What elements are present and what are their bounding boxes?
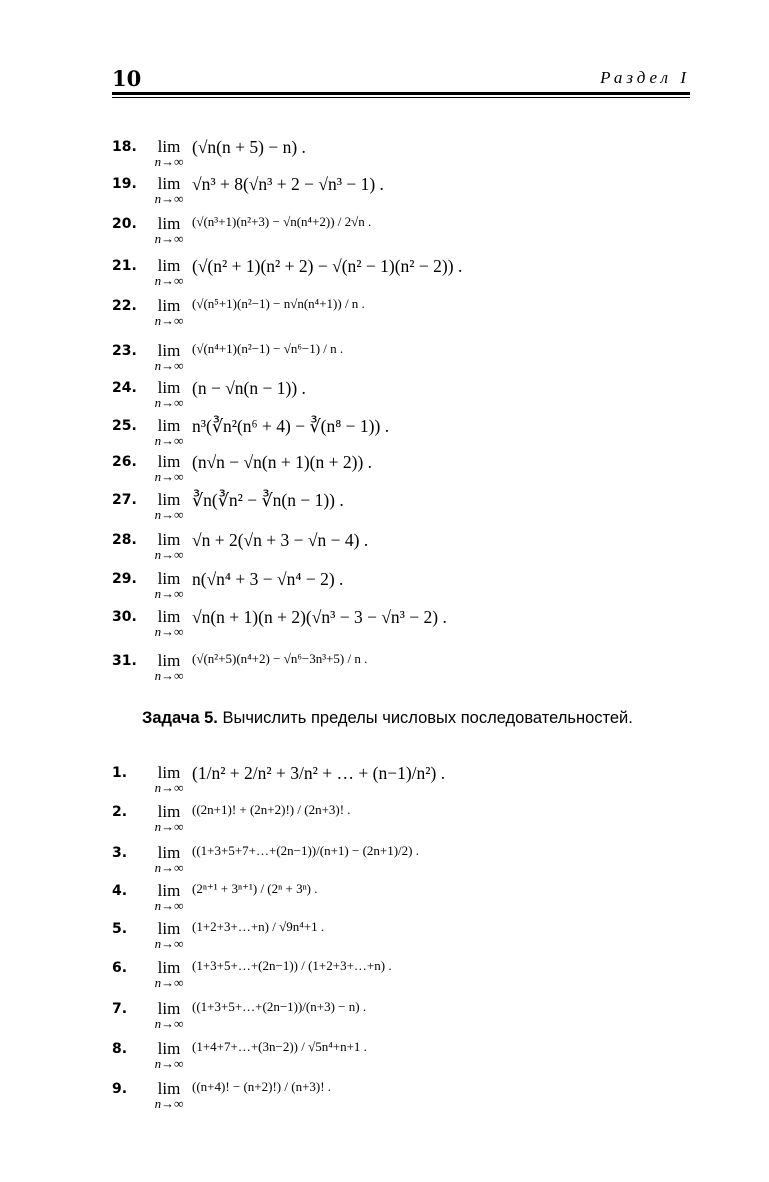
problem-expression: (√(n² + 1)(n² + 2) − √(n² − 1)(n² − 2)) .: [192, 256, 463, 276]
problem-expression: ((1+3+5+…+(2n−1))/(n+3) − n) .: [192, 999, 367, 1014]
problem-number: 7.: [112, 1001, 128, 1017]
task5-problem-5: [112, 919, 324, 951]
limit-operator: [146, 607, 192, 639]
task-5-statement: [112, 706, 690, 730]
limit-operator: [146, 296, 192, 328]
limit-word: lim: [157, 490, 181, 509]
problem-expression: ((n+4)! − (n+2)!) / (n+3)! .: [192, 1079, 332, 1094]
limit-subscript: n→∞: [154, 547, 184, 562]
header-rule-thick: [112, 92, 690, 95]
limit-operator: [146, 530, 192, 562]
limit-word: lim: [157, 1079, 181, 1098]
problem-number: 21.: [112, 258, 137, 274]
limit-word: lim: [157, 919, 181, 938]
problem-expression: n(√n⁴ + 3 − √n⁴ − 2) .: [192, 569, 344, 589]
problem-23: [112, 341, 343, 373]
problem-24: [112, 378, 306, 410]
problem-number: 27.: [112, 492, 137, 508]
problem-expression: n³(∛n²(n⁶ + 4) − ∛(n⁸ − 1)) .: [192, 416, 390, 436]
problem-number: 19.: [112, 176, 137, 192]
problem-number: 25.: [112, 418, 137, 434]
problem-number: 4.: [112, 883, 128, 899]
problem-expression: (√(n³+1)(n²+3) − √n(n⁴+2)) / 2√n .: [192, 214, 372, 229]
limit-word: lim: [157, 174, 181, 193]
problem-expression: (1+4+7+…+(3n−2)) / √5n⁴+n+1 .: [192, 1039, 367, 1054]
problem-27: [112, 490, 344, 522]
problem-number: 1.: [112, 765, 128, 781]
problem-expression: (1/n² + 2/n² + 3/n² + … + (n−1)/n²) .: [192, 763, 446, 783]
problem-number: 8.: [112, 1041, 128, 1057]
problem-19: [112, 174, 384, 206]
page-header: [112, 66, 690, 92]
limit-operator: [146, 214, 192, 246]
problem-number: 28.: [112, 532, 137, 548]
limit-subscript: n→∞: [154, 975, 184, 990]
limit-subscript: n→∞: [154, 936, 184, 951]
problem-28: [112, 530, 368, 562]
limit-operator: [146, 569, 192, 601]
problem-29: [112, 569, 343, 601]
limit-subscript: n→∞: [154, 1056, 184, 1071]
problem-number: 3.: [112, 845, 128, 861]
limit-subscript: n→∞: [154, 507, 184, 522]
limit-subscript: n→∞: [154, 358, 184, 373]
limit-word: lim: [157, 843, 181, 862]
limit-operator: [146, 490, 192, 522]
limit-word: lim: [157, 999, 181, 1018]
task5-problem-4: [112, 881, 318, 913]
limit-subscript: n→∞: [154, 231, 184, 246]
problem-expression: ((1+3+5+7+…+(2n−1))/(n+1) − (2n+1)/2) .: [192, 843, 419, 858]
limit-word: lim: [157, 137, 181, 156]
problem-number: 22.: [112, 298, 137, 314]
section-title: Раздел I: [600, 68, 690, 87]
limit-word: lim: [157, 607, 181, 626]
problem-number: 23.: [112, 343, 137, 359]
problem-number: 30.: [112, 609, 137, 625]
problem-expression: √n(n + 1)(n + 2)(√n³ − 3 − √n³ − 2) .: [192, 607, 447, 627]
limit-subscript: n→∞: [154, 154, 184, 169]
limit-subscript: n→∞: [154, 433, 184, 448]
limit-operator: [146, 999, 192, 1031]
limit-operator: [146, 341, 192, 373]
limit-subscript: n→∞: [154, 1016, 184, 1031]
limit-operator: [146, 958, 192, 990]
limit-operator: [146, 843, 192, 875]
problem-22: [112, 296, 365, 328]
problem-expression: (√n(n + 5) − n) .: [192, 137, 306, 157]
page-number: 10: [112, 66, 142, 91]
problem-expression: (√(n⁴+1)(n²−1) − √n⁶−1) / n .: [192, 341, 344, 356]
problem-expression: (√(n⁵+1)(n²−1) − n√n(n⁴+1)) / n .: [192, 296, 365, 311]
problem-expression: ((2n+1)! + (2n+2)!) / (2n+3)! .: [192, 802, 351, 817]
limit-subscript: n→∞: [154, 273, 184, 288]
limit-operator: [146, 256, 192, 288]
limit-subscript: n→∞: [154, 668, 184, 683]
problem-expression: (1+2+3+…+n) / √9n⁴+1 .: [192, 919, 325, 934]
problem-25: [112, 416, 389, 448]
limit-word: lim: [157, 256, 181, 275]
problem-26: [112, 452, 372, 484]
limit-word: lim: [157, 530, 181, 549]
limit-operator: [146, 378, 192, 410]
limit-subscript: n→∞: [154, 395, 184, 410]
limit-word: lim: [157, 881, 181, 900]
problem-number: 5.: [112, 921, 128, 937]
problem-number: 6.: [112, 960, 128, 976]
limit-operator: [146, 802, 192, 834]
limit-subscript: n→∞: [154, 191, 184, 206]
limit-word: lim: [157, 416, 181, 435]
task5-problem-9: [112, 1079, 331, 1111]
limit-operator: [146, 452, 192, 484]
problem-number: 9.: [112, 1081, 128, 1097]
problem-number: 2.: [112, 804, 128, 820]
problem-number: 26.: [112, 454, 137, 470]
problem-expression: (1+3+5+…+(2n−1)) / (1+2+3+…+n) .: [192, 958, 392, 973]
limit-word: lim: [157, 378, 181, 397]
limit-subscript: n→∞: [154, 819, 184, 834]
limit-subscript: n→∞: [154, 780, 184, 795]
limit-word: lim: [157, 802, 181, 821]
task5-problem-6: [112, 958, 392, 990]
problem-expression: √n³ + 8(√n³ + 2 − √n³ − 1) .: [192, 174, 384, 194]
limit-subscript: n→∞: [154, 1096, 184, 1111]
problem-expression: √n + 2(√n + 3 − √n − 4) .: [192, 530, 369, 550]
problem-number: 20.: [112, 216, 137, 232]
limit-operator: [146, 919, 192, 951]
limit-subscript: n→∞: [154, 624, 184, 639]
limit-word: lim: [157, 1039, 181, 1058]
task5-problem-1: [112, 763, 445, 795]
problem-expression: (n − √n(n − 1)) .: [192, 378, 306, 398]
problem-expression: (2ⁿ⁺¹ + 3ⁿ⁺¹) / (2ⁿ + 3ⁿ) .: [192, 881, 318, 896]
problem-20: [112, 214, 371, 246]
limit-word: lim: [157, 569, 181, 588]
problem-expression: (n√n − √n(n + 1)(n + 2)) .: [192, 452, 373, 472]
limit-word: lim: [157, 452, 181, 471]
problem-expression: ∛n(∛n² − ∛n(n − 1)) .: [192, 490, 344, 510]
problem-18: [112, 137, 306, 169]
limit-operator: [146, 416, 192, 448]
problem-expression: (√(n²+5)(n⁴+2) − √n⁶−3n³+5) / n .: [192, 651, 368, 666]
task5-problem-8: [112, 1039, 367, 1071]
limit-subscript: n→∞: [154, 469, 184, 484]
task-title: Задача 5.: [142, 709, 218, 727]
limit-subscript: n→∞: [154, 313, 184, 328]
limit-word: lim: [157, 214, 181, 233]
limit-operator: [146, 881, 192, 913]
problem-number: 24.: [112, 380, 137, 396]
task-text: Вычислить пределы числовых последовательностей.: [222, 709, 633, 727]
limit-word: lim: [157, 763, 181, 782]
task5-problem-2: [112, 802, 351, 834]
limit-operator: [146, 763, 192, 795]
problem-number: 31.: [112, 653, 137, 669]
problem-number: 29.: [112, 571, 137, 587]
limit-operator: [146, 1079, 192, 1111]
problem-31: [112, 651, 367, 683]
problem-30: [112, 607, 447, 639]
limit-word: lim: [157, 651, 181, 670]
limit-operator: [146, 174, 192, 206]
limit-operator: [146, 1039, 192, 1071]
task5-problem-3: [112, 843, 419, 875]
problem-number: 18.: [112, 139, 137, 155]
limit-subscript: n→∞: [154, 860, 184, 875]
header-rule-thin: [112, 97, 690, 98]
limit-word: lim: [157, 341, 181, 360]
limit-word: lim: [157, 296, 181, 315]
limit-word: lim: [157, 958, 181, 977]
limit-operator: [146, 137, 192, 169]
limit-subscript: n→∞: [154, 898, 184, 913]
limit-subscript: n→∞: [154, 586, 184, 601]
problem-21: [112, 256, 462, 288]
task5-problem-7: [112, 999, 366, 1031]
limit-operator: [146, 651, 192, 683]
